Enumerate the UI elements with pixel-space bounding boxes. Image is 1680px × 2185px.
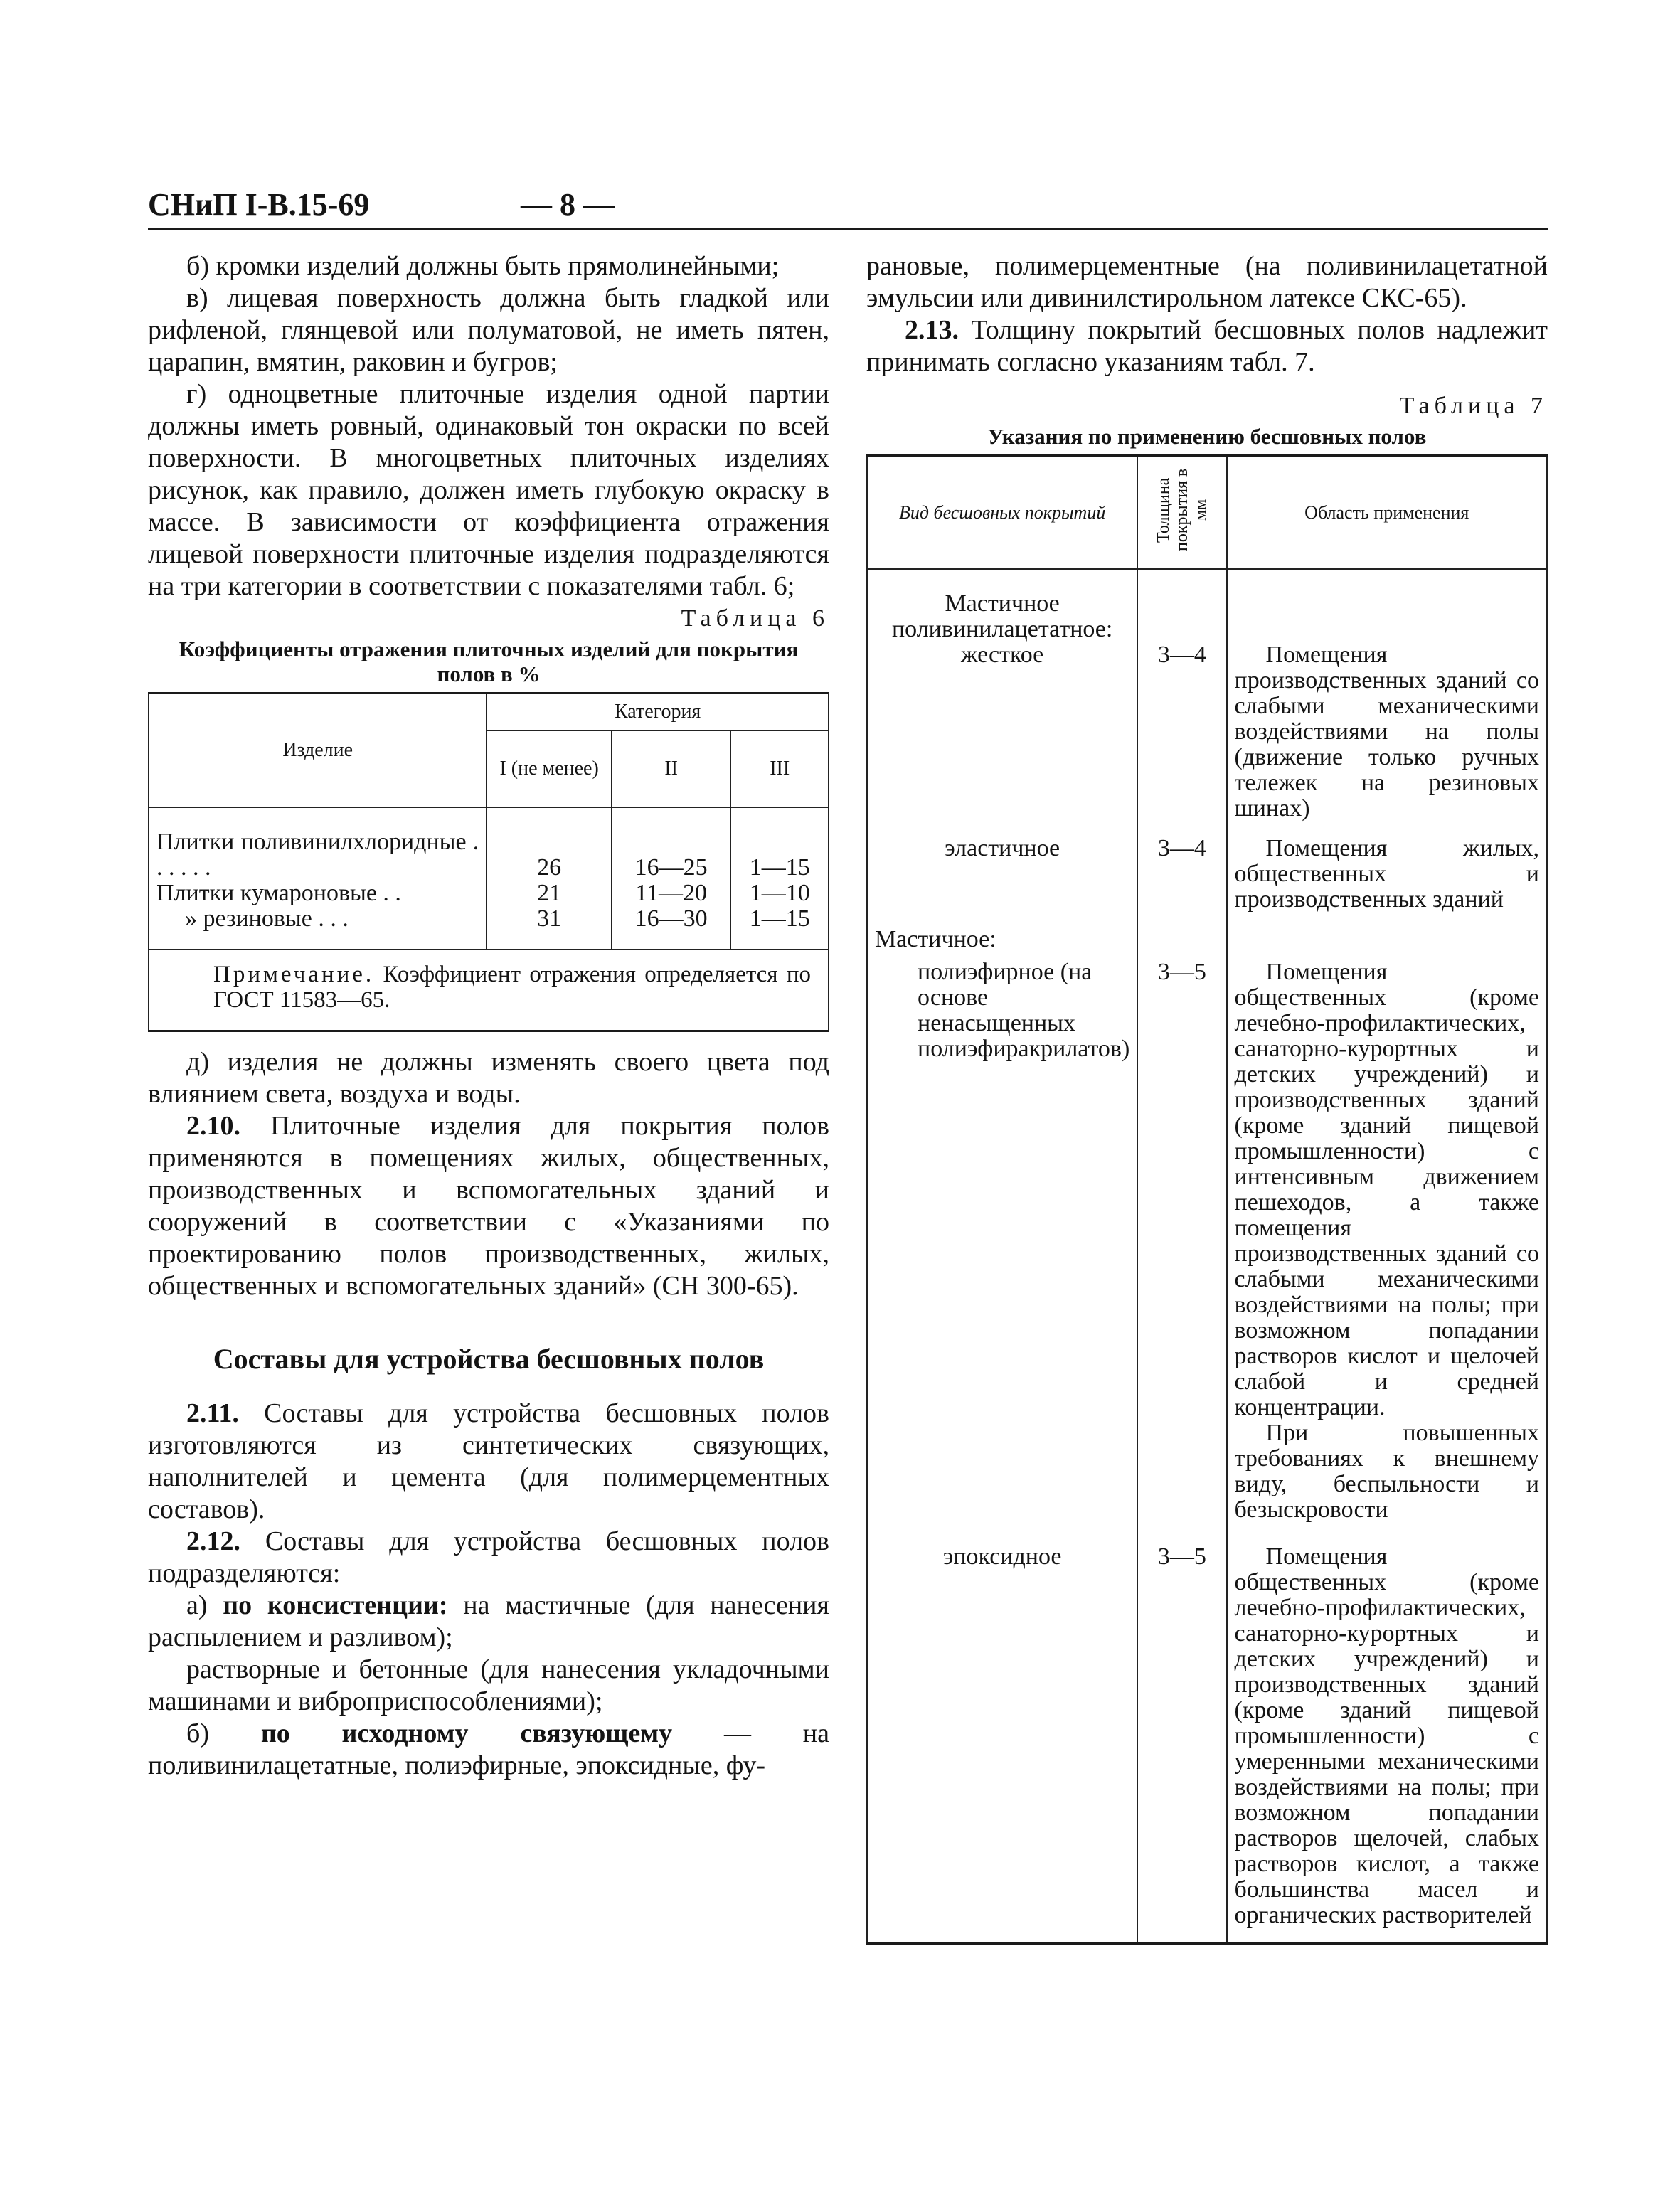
table-7-kind-3 xyxy=(867,952,1137,1523)
table-7-group-3 xyxy=(867,913,1137,952)
table-7-thick-4 xyxy=(1137,1523,1226,1944)
list-marker: а) xyxy=(186,1590,223,1620)
paragraph-2-13 xyxy=(866,314,1548,378)
table-7-kind-1 xyxy=(867,591,1137,822)
table-7-area-1 xyxy=(1227,591,1547,822)
table-7-area-3 xyxy=(1227,952,1547,1523)
table-7-col-area: Область применения xyxy=(1227,456,1547,570)
table-row-item: » резиновые . . . xyxy=(185,905,349,932)
table-7-thick-1 xyxy=(1137,591,1226,822)
page-number: — 8 — xyxy=(521,187,615,222)
table-cell: 16—30 xyxy=(634,905,708,932)
document-code: СНиП I-В.15-69 xyxy=(148,187,370,222)
clause-text: Плиточные изделия для покрытия полов применяются в помещениях жилых, общественных, производственных и вспомогательных зданий и сооружений в соответствии с «Указаниями по проектированию полов производственных, жилых, общественных и вспомогательных зданий» (СН 300-65). xyxy=(148,1111,829,1301)
clause-text: Составы для устройства бесшовных полов подразделяются: xyxy=(148,1526,829,1588)
clause-number: 2.11. xyxy=(186,1398,239,1428)
table-6-note-row xyxy=(149,950,829,1031)
clause-number: 2.13. xyxy=(905,315,959,345)
paragraph-continuation: рановые, полимерцементные (на поливинилацетатной эмульсии или дивинилстирольном латексе СКС-65). xyxy=(866,251,1548,313)
table-6-title: Коэффициенты отражения плиточных изделий для покрытия полов в % xyxy=(179,637,799,686)
table-6-col-item: Изделие xyxy=(149,693,487,808)
paragraph-g: г) одноцветные плиточные изделия одной партии должны иметь ровный, одинаковый тон окраски по всей поверхности. В многоцветных плиточных изделиях рисунок, как правило, должен иметь глубокую окраску в массе. В зависимости от коэффициента отражения лицевой поверхности плиточные изделия подразделяются на три категории в соответствии с показателями табл. 6; xyxy=(148,379,829,601)
page-header xyxy=(148,186,1548,229)
header-rule xyxy=(148,228,1548,230)
table-7-area-2 xyxy=(1227,822,1547,913)
right-column xyxy=(866,250,1548,1945)
table-row xyxy=(867,913,1547,952)
paragraph-rastvornye: растворные и бетонные (для нанесения укладочными машинами и виброприспособлениями); xyxy=(148,1654,829,1716)
table-row-item: Плитки кумароновые . . xyxy=(156,880,401,906)
table-cell: 11—20 xyxy=(635,880,708,906)
area-text: При повышенных требованиях к внешнему виду, беспыльности и безыскровости xyxy=(1234,1420,1539,1523)
table-7-col-thickness xyxy=(1137,456,1226,570)
thickness-value: 3—5 xyxy=(1157,959,1206,985)
table-row xyxy=(867,822,1547,913)
kind-name: эпоксидное xyxy=(942,1543,1062,1570)
note-text: Коэффициент отражения определяется по ГОСТ 11583—65. xyxy=(213,962,811,1013)
table-7-title: Указания по применению бесшовных полов xyxy=(987,424,1427,449)
term-bold: по исходному связующему xyxy=(260,1718,673,1748)
table-6-items xyxy=(149,807,487,950)
table-cell: 26 xyxy=(537,854,562,881)
table-6-label: Таблица 6 xyxy=(681,605,829,632)
thickness-value: 3—4 xyxy=(1157,642,1206,668)
paragraph-2-10 xyxy=(148,1110,829,1302)
thickness-header-text: Толщина покрытия в мм xyxy=(1154,468,1210,552)
paragraph-d: д) изделия не должны изменять своего цвета под влиянием света, воздуха и воды. xyxy=(148,1047,829,1109)
kind-name: жесткое xyxy=(961,642,1044,668)
table-7-area-4 xyxy=(1227,1523,1547,1944)
table-7-thick-2 xyxy=(1137,822,1226,913)
table-6-cat3-values xyxy=(730,807,829,950)
thickness-value: 3—4 xyxy=(1157,835,1206,861)
table-6-col-cat3: III xyxy=(730,730,829,807)
table-7-kind-4 xyxy=(867,1523,1137,1944)
area-text: Помещения общественных (кроме лечебно-профилактических, санаторно-курортных и детских учреждений) и производственных зданий (кроме зданий пищевой промышленности) с умеренными механическими воздействиями на полы; при возможном попадании растворов щелочей, слабых растворов кислот, а также большинства масел и органических растворителей xyxy=(1234,1543,1539,1928)
table-6-body xyxy=(149,807,829,950)
term-bold: по консистенции: xyxy=(223,1590,448,1620)
table-6-cat2-values xyxy=(612,807,730,950)
thickness-value: 3—5 xyxy=(1157,1543,1206,1570)
paragraph-2-12 xyxy=(148,1526,829,1590)
clause-text: Составы для устройства бесшовных полов изготовляются из синтетических связующих, наполнителей и цемента (для полимерцементных составов). xyxy=(148,1398,829,1524)
area-text: Помещения производственных зданий со слабыми механическими воздействиями на полы (движение только ручных тележек на резиновых шинах) xyxy=(1234,642,1539,822)
table-cell: 16—25 xyxy=(634,854,708,881)
table-row-item: Плитки поливинилхлоридные . . . . . . xyxy=(156,829,479,881)
paragraph-b2 xyxy=(148,1718,829,1782)
clause-text: — на поливинилацетатные, полиэфирные, эпоксидные, фу- xyxy=(148,1718,829,1780)
table-6-col-cat1: I (не менее) xyxy=(487,730,612,807)
table-row xyxy=(867,1523,1547,1944)
kind-name: полиэфирное (на основе ненасыщенных полиэфиракрилатов) xyxy=(918,959,1130,1062)
kind-group: Мастичное поливинилацетатное: xyxy=(891,590,1113,642)
paragraph-a xyxy=(148,1590,829,1654)
area-text: Помещения общественных (кроме лечебно-профилактических, санаторно-курортных и детских учреждений) и производственных зданий (кроме зданий пищевой промышленности) с интенсивным движением пешеходов, а также помещения производственных зданий со слабыми механическими воздействиями на полы; при возможном попадании растворов кислот и щелочей слабой и средней концентрации. xyxy=(1234,959,1539,1420)
table-cell: 1—10 xyxy=(749,880,810,906)
table-6-cat1-values xyxy=(487,807,612,950)
table-6-col-cat2: II xyxy=(612,730,730,807)
paragraph-b: б) кромки изделий должны быть прямолинейными; xyxy=(186,251,780,281)
clause-text: на мастичные (для нанесения распылением и разливом); xyxy=(148,1590,830,1652)
table-row xyxy=(867,952,1547,1523)
table-7-label: Таблица 7 xyxy=(1399,393,1548,419)
kind-group: Мастичное: xyxy=(875,926,996,952)
clause-text: Толщину покрытий бесшовных полов надлежит принимать согласно указаниям табл. 7. xyxy=(866,315,1548,377)
table-6-note xyxy=(149,950,829,1031)
kind-name: эластичное xyxy=(945,835,1060,861)
table-7 xyxy=(866,454,1548,1945)
area-text: Помещения жилых, общественных и производственных зданий xyxy=(1234,835,1539,913)
left-column xyxy=(148,250,829,1782)
table-6 xyxy=(148,692,829,1032)
paragraph-v: в) лицевая поверхность должна быть гладкой или рифленой, глянцевой или полуматовой, не иметь пятен, царапин, вмятин, раковин и бугров; xyxy=(148,283,829,377)
table-cell: 1—15 xyxy=(749,905,810,932)
table-cell: 21 xyxy=(537,880,562,906)
clause-number: 2.12. xyxy=(186,1526,240,1556)
note-label: Примечание. xyxy=(213,962,375,987)
table-cell: 31 xyxy=(537,905,562,932)
table-7-thick-3 xyxy=(1137,952,1226,1523)
section-title: Составы для устройства бесшовных полов xyxy=(213,1343,765,1375)
list-marker: б) xyxy=(186,1718,261,1748)
table-row xyxy=(867,591,1547,822)
clause-number: 2.10. xyxy=(186,1111,240,1141)
paragraph-2-11 xyxy=(148,1398,829,1526)
table-7-col-kind: Вид бесшовных покрытий xyxy=(867,456,1137,570)
table-6-col-category: Категория xyxy=(487,693,829,731)
table-cell: 1—15 xyxy=(749,854,810,881)
table-7-kind-2 xyxy=(867,822,1137,913)
